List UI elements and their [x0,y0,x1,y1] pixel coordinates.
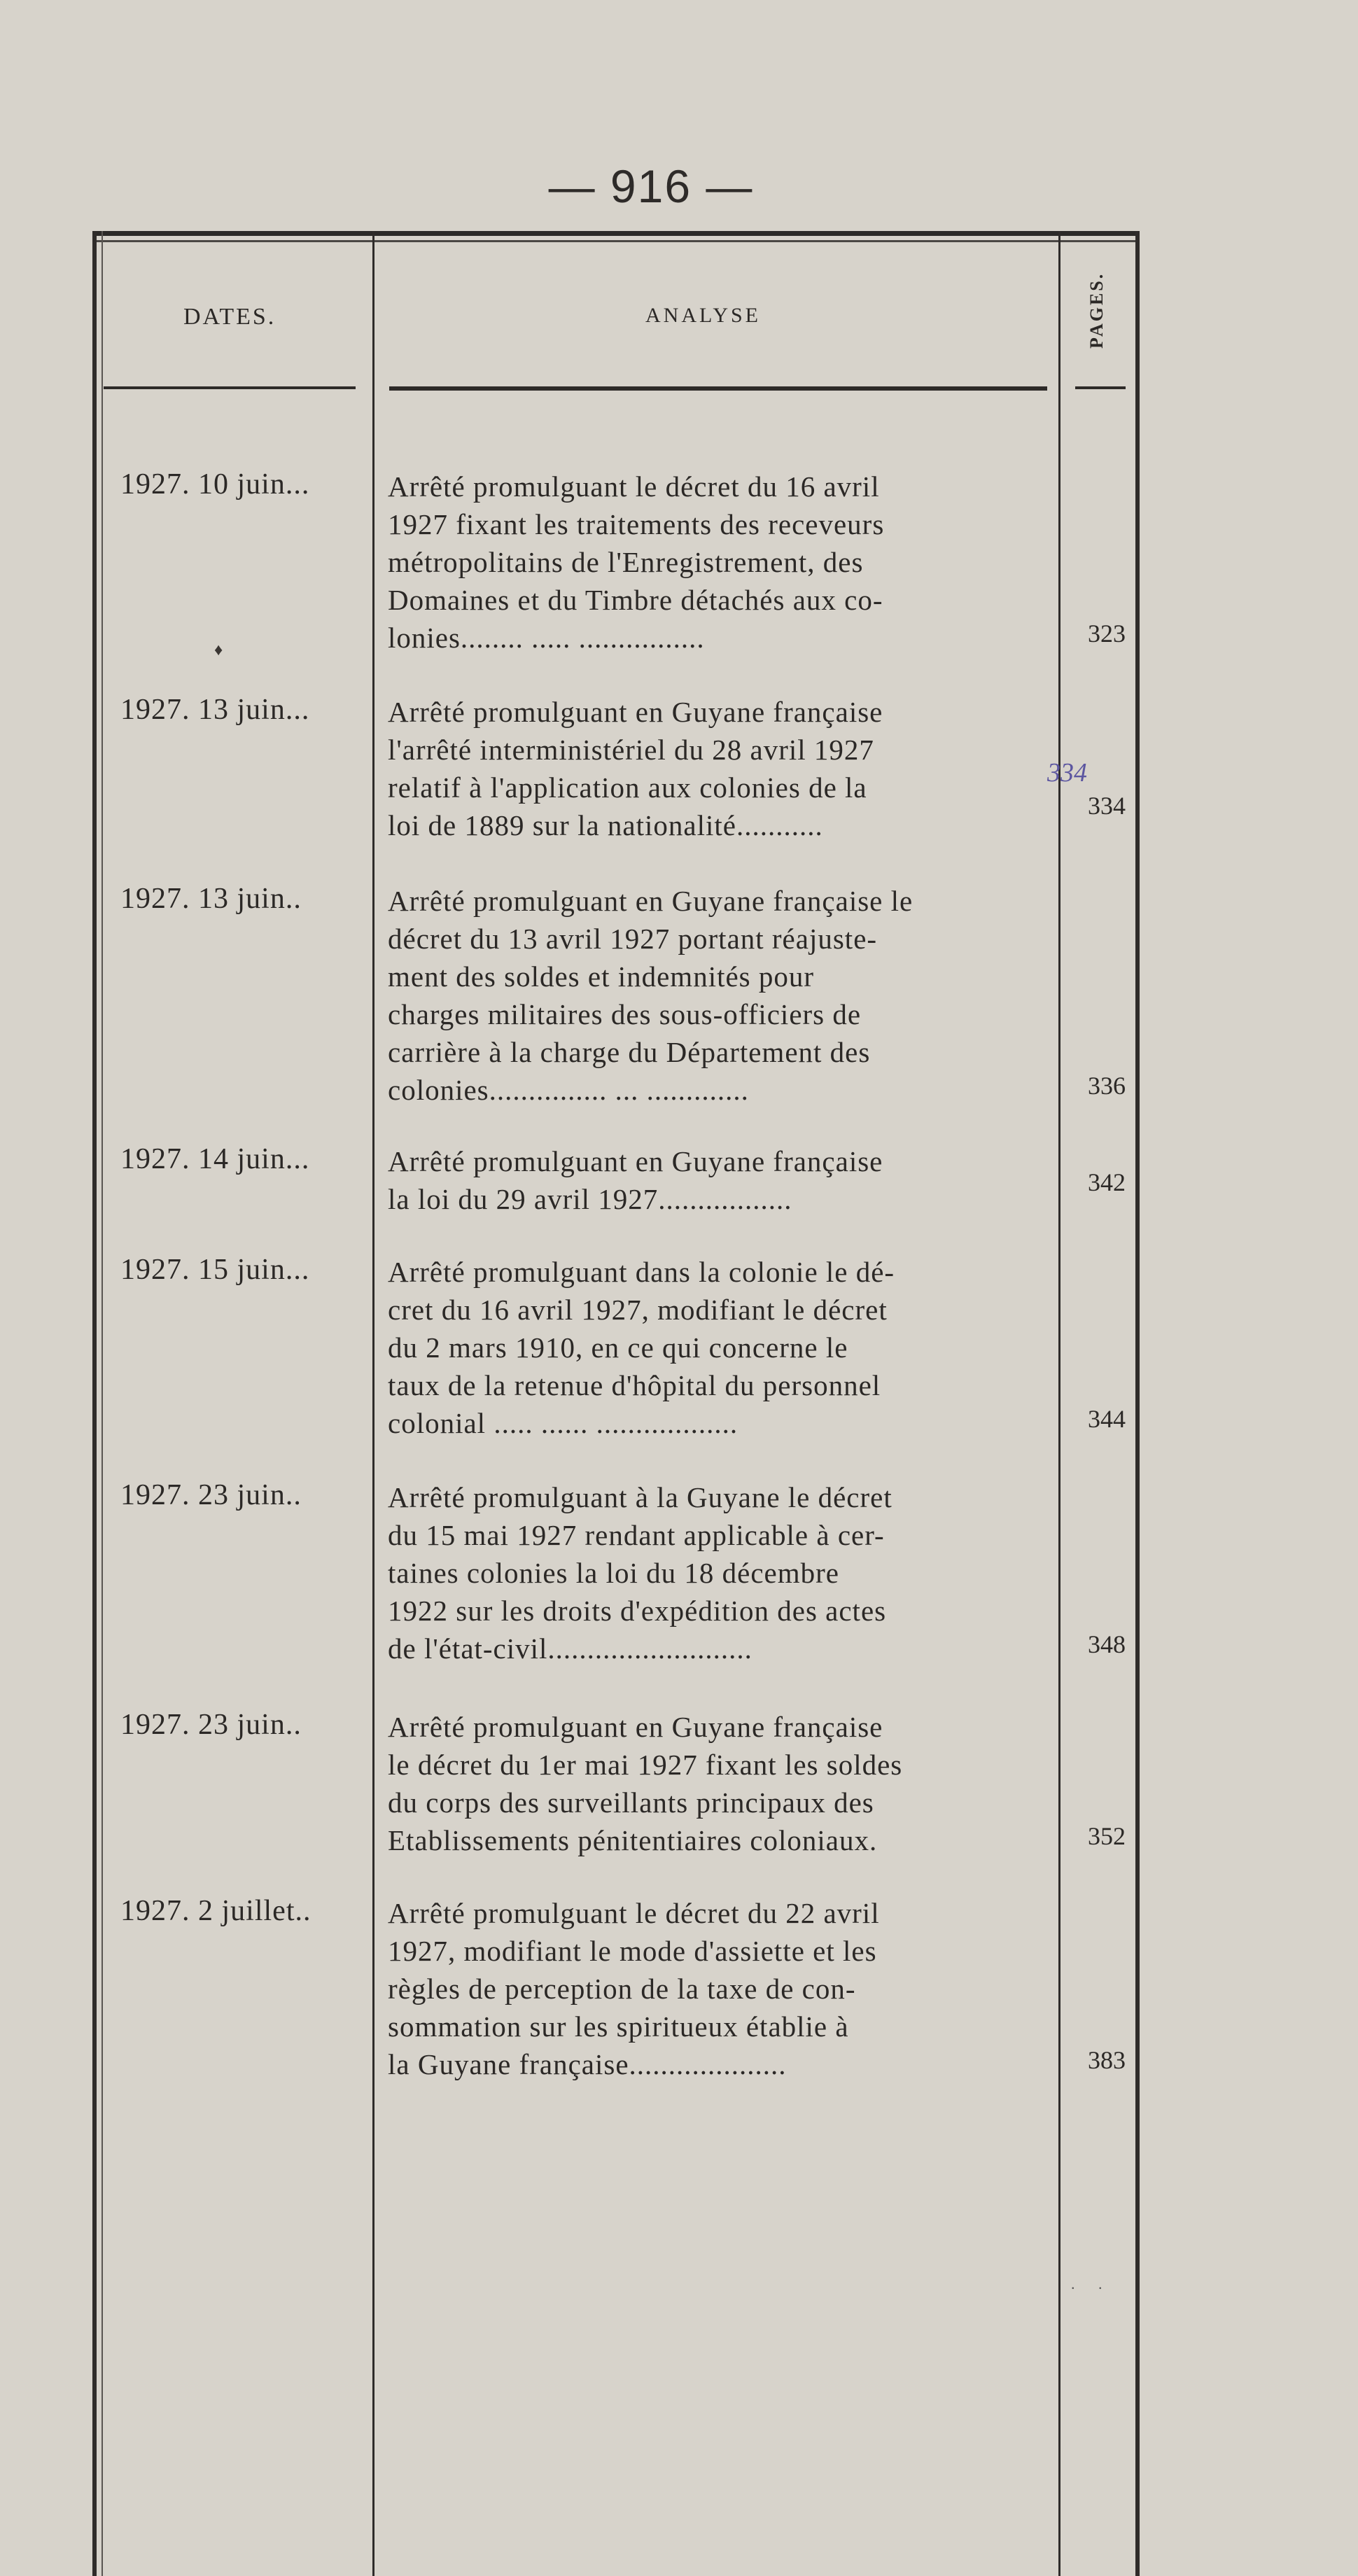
header-rule-pages [1075,386,1126,389]
entry-date: 1927. 2 juillet.. [120,1895,312,1927]
analysis-line: Arrêté promulguant à la Guyane le décret [388,1481,892,1513]
entry-page: 344 [1088,1405,1126,1433]
analysis-line: taux de la retenue d'hôpital du personnel [388,1369,881,1401]
analysis-line: Arrêté promulguant en Guyane française [388,1711,883,1743]
analysis-line: Domaines et du Timbre détachés aux co- [388,584,883,616]
analysis-line: carrière à la charge du Département des [388,1036,871,1068]
entry-date: 1927. 13 juin.. [120,883,302,915]
entry-page: 352 [1088,1822,1126,1850]
analysis-line: la Guyane française.................... [388,2048,787,2080]
analysis-line: ment des soldes et indemnités pour [388,960,815,993]
entry-date: 1927. 14 juin... [120,1143,310,1175]
entry-date: 1927. 13 juin... [120,694,310,726]
entry-page: 323 [1088,620,1126,648]
entry-date: 1927. 15 juin... [120,1254,310,1286]
entry-analysis [388,693,1046,844]
ink-blot-mark: ♦ [214,641,223,659]
analysis-line: 1922 sur les droits d'expédition des actes [388,1595,887,1627]
entry-analysis [388,1894,1046,2083]
analysis-line: 1927, modifiant le mode d'assiette et les [388,1935,877,1967]
analysis-line: colonial ..... ...... .................. [388,1407,738,1439]
entry-date: 1927. 23 juin.. [120,1479,302,1511]
analysis-line: le décret du 1er mai 1927 fixant les soldes [388,1749,903,1781]
header-rule-dates [104,386,356,389]
analysis-line: Arrêté promulguant le décret du 16 avril [388,470,880,503]
analysis-line: cret du 16 avril 1927, modifiant le décret [388,1294,888,1326]
entry-page: 348 [1088,1630,1126,1658]
analysis-line: sommation sur les spiritueux établie à [388,2010,849,2043]
analysis-line: décret du 13 avril 1927 portant réajuste- [388,923,878,955]
table-left-border-thin [102,231,103,2576]
analysis-line: de l'état-civil.......................... [388,1632,752,1665]
table-left-border [92,231,97,2576]
analysis-line: la loi du 29 avril 1927................. [388,1183,792,1215]
analysis-line: taines colonies la loi du 18 décembre [388,1557,839,1589]
analysis-line: Arrêté promulguant dans la colonie le dé- [388,1256,895,1288]
entry-page: 342 [1088,1168,1126,1196]
entry-date: 1927. 10 juin... [120,468,310,500]
entry-analysis [388,1708,1046,1859]
index-table [92,231,1140,2576]
analysis-line: Arrêté promulguant le décret du 22 avril [388,1897,880,1929]
handwritten-annotation: 334 [1047,758,1087,788]
analysis-line: colonies............... ... ............. [388,1074,749,1106]
analysis-line: loi de 1889 sur la nationalité........... [388,809,823,841]
analysis-line: 1927 fixant les traitements des receveurs [388,508,885,540]
entry-analysis [388,1478,1046,1667]
entry-analysis [388,468,1046,657]
analysis-line: charges militaires des sous-officiers de [388,998,862,1030]
analysis-line: métropolitains de l'Enregistrement, des [388,546,864,578]
entry-page: 336 [1088,1072,1126,1100]
entry-page: 334 [1088,792,1126,820]
analysis-line: du corps des surveillants principaux des [388,1786,874,1819]
entry-analysis [388,1142,1046,1218]
table-top-rule [92,231,1140,236]
header-analyse: ANALYSE [645,304,761,327]
analysis-line: l'arrêté interministériel du 28 avril 1927 [388,734,874,766]
header-pages: PAGES. [1086,272,1107,349]
dates-column-divider [372,231,374,2576]
entry-analysis [388,882,1046,1109]
analysis-line: relatif à l'application aux colonies de la [388,771,867,804]
analysis-line: Arrêté promulguant en Guyane française [388,1145,883,1177]
analysis-line: lonies........ ..... ................ [388,622,705,654]
analysis-line: règles de perception de la taxe de con- [388,1973,856,2005]
entry-date: 1927. 23 juin.. [120,1709,302,1741]
entry-analysis [388,1253,1046,1442]
print-specks: . . [1071,2275,1112,2292]
analysis-line: Arrêté promulguant en Guyane française le [388,885,913,917]
table-top-rule-thin [92,240,1140,242]
entry-page: 383 [1088,2046,1126,2074]
header-dates: DATES. [183,304,276,330]
table-right-border [1135,231,1140,2576]
header-rule-analyse [389,386,1047,391]
analysis-line: Arrêté promulguant en Guyane française [388,696,883,728]
analysis-line: du 15 mai 1927 rendant applicable à cer- [388,1519,885,1551]
analysis-line: du 2 mars 1910, en ce qui concerne le [388,1331,848,1364]
page-number: — 916 — [548,160,754,212]
analysis-line: Etablissements pénitentiaires coloniaux. [388,1824,878,1856]
analyse-column-divider [1058,231,1060,2576]
